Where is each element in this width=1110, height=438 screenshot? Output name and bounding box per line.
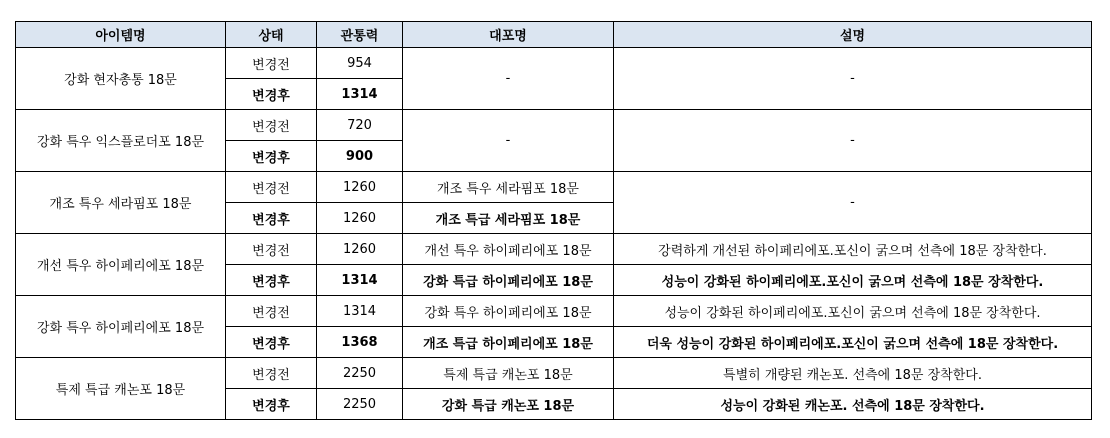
header-state: 상태 [226, 22, 317, 48]
state-after-cell: 변경후 [226, 203, 317, 234]
description-cell: - [614, 172, 1092, 234]
state-after-cell: 변경후 [226, 389, 317, 420]
table-row [16, 296, 1092, 327]
description-cell: - [614, 110, 1092, 172]
description-cell: - [614, 48, 1092, 110]
item-name-cell: 개선 특우 하이페리에포 18문 [16, 234, 226, 296]
table-row [16, 234, 1092, 265]
representative-name-before-cell: 개선 특우 하이페리에포 18문 [403, 234, 614, 265]
table-row [16, 358, 1092, 389]
representative-name-cell: - [403, 48, 614, 110]
cannon-comparison-table [15, 21, 1092, 420]
item-name-cell: 강화 특우 하이페리에포 18문 [16, 296, 226, 358]
state-after-cell: 변경후 [226, 327, 317, 358]
table-row [16, 48, 1092, 79]
penetration-after-cell: 1314 [317, 79, 403, 110]
representative-name-after-cell: 강화 특급 캐논포 18문 [403, 389, 614, 420]
penetration-before-cell: 1260 [317, 172, 403, 203]
representative-name-before-cell: 개조 특우 세라핌포 18문 [403, 172, 614, 203]
description-after-cell: 성능이 강화된 하이페리에포.포신이 굵으며 선측에 18문 장착한다. [614, 265, 1092, 296]
penetration-after-cell: 1260 [317, 203, 403, 234]
item-name-cell: 특제 특급 캐논포 18문 [16, 358, 226, 420]
item-name-cell: 개조 특우 세라핌포 18문 [16, 172, 226, 234]
state-before-cell: 변경전 [226, 172, 317, 203]
state-before-cell: 변경전 [226, 48, 317, 79]
penetration-after-cell: 1368 [317, 327, 403, 358]
penetration-before-cell: 1260 [317, 234, 403, 265]
description-before-cell: 특별히 개량된 캐논포. 선측에 18문 장착한다. [614, 358, 1092, 389]
description-before-cell: 강력하게 개선된 하이페리에포.포신이 굵으며 선측에 18문 장착한다. [614, 234, 1092, 265]
penetration-after-cell: 900 [317, 141, 403, 172]
penetration-before-cell: 1314 [317, 296, 403, 327]
header-representative-name: 대포명 [403, 22, 614, 48]
representative-name-before-cell: 특제 특급 캐논포 18문 [403, 358, 614, 389]
representative-name-cell: - [403, 110, 614, 172]
representative-name-after-cell: 강화 특급 하이페리에포 18문 [403, 265, 614, 296]
description-before-cell: 성능이 강화된 하이페리에포.포신이 굵으며 선측에 18문 장착한다. [614, 296, 1092, 327]
table-row [16, 172, 1092, 203]
item-name-cell: 강화 특우 익스플로더포 18문 [16, 110, 226, 172]
state-before-cell: 변경전 [226, 296, 317, 327]
state-before-cell: 변경전 [226, 110, 317, 141]
state-after-cell: 변경후 [226, 141, 317, 172]
state-before-cell: 변경전 [226, 234, 317, 265]
penetration-before-cell: 720 [317, 110, 403, 141]
state-before-cell: 변경전 [226, 358, 317, 389]
description-after-cell: 더욱 성능이 강화된 하이페리에포.포신이 굵으며 선측에 18문 장착한다. [614, 327, 1092, 358]
penetration-after-cell: 2250 [317, 389, 403, 420]
description-after-cell: 성능이 강화된 캐논포. 선측에 18문 장착한다. [614, 389, 1092, 420]
representative-name-before-cell: 강화 특우 하이페리에포 18문 [403, 296, 614, 327]
item-name-cell: 강화 현자총통 18문 [16, 48, 226, 110]
header-row [16, 22, 1092, 48]
state-after-cell: 변경후 [226, 265, 317, 296]
state-after-cell: 변경후 [226, 79, 317, 110]
representative-name-after-cell: 개조 특급 세라핌포 18문 [403, 203, 614, 234]
header-description: 설명 [614, 22, 1092, 48]
penetration-before-cell: 2250 [317, 358, 403, 389]
header-item-name: 아이템명 [16, 22, 226, 48]
penetration-before-cell: 954 [317, 48, 403, 79]
header-penetration: 관통력 [317, 22, 403, 48]
table-row [16, 110, 1092, 141]
penetration-after-cell: 1314 [317, 265, 403, 296]
representative-name-after-cell: 개조 특급 하이페리에포 18문 [403, 327, 614, 358]
